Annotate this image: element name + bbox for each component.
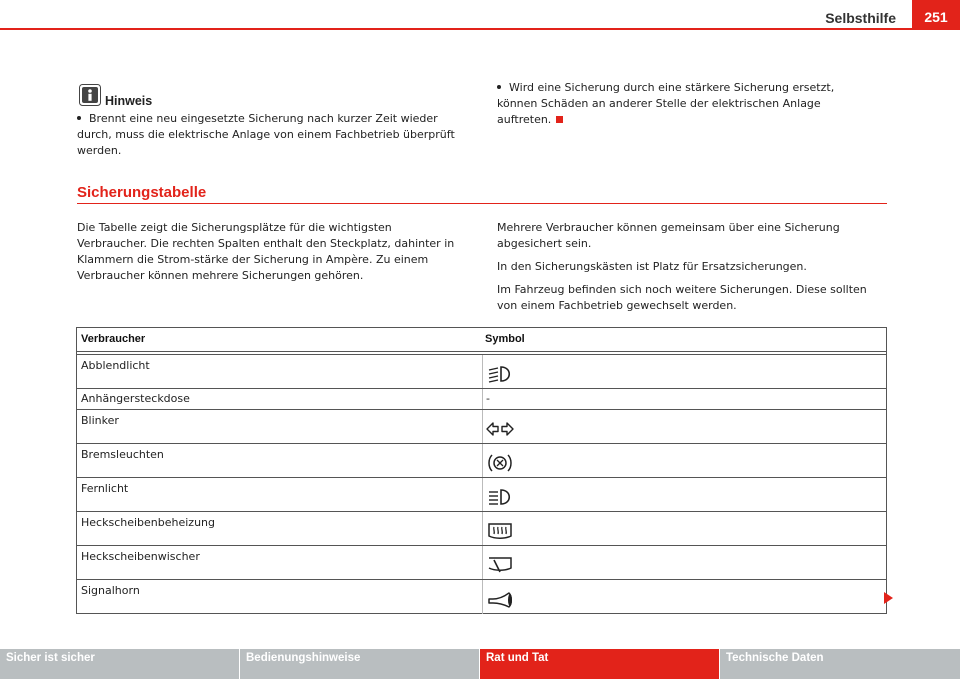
table-row (77, 477, 886, 511)
row-consumer: Bremsleuchten (81, 448, 164, 461)
table-row (77, 354, 886, 388)
brake-light-icon (485, 452, 515, 474)
hint-bullet-2-text: Wird eine Sicherung durch eine stärkere Sicherung ersetzt, können Schäden an anderer Stelle der elektrischen Anlage auftreten. (497, 81, 835, 126)
table-row (77, 409, 886, 443)
info-icon (79, 84, 101, 106)
rear-wiper-icon (485, 554, 515, 576)
intro-right-p2: In den Sicherungskästen ist Platz für Ersatzsicherungen. (497, 260, 807, 273)
col-header-symbol: Symbol (485, 333, 525, 345)
table-row (77, 579, 886, 613)
row-consumer: Heckscheibenbeheizung (81, 516, 215, 529)
section-title: Sicherungstabelle (77, 184, 207, 201)
footer-tab-sicher-ist-sicher[interactable]: Sicher ist sicher (0, 649, 239, 679)
row-consumer: Heckscheibenwischer (81, 550, 200, 563)
page-header-title: Selbsthilfe (825, 10, 896, 26)
intro-right (497, 220, 882, 321)
col-header-consumer: Verbraucher (81, 333, 146, 345)
intro-right-p1: Mehrere Verbraucher können gemeinsam über eine Sicherung abgesichert sein. (497, 221, 840, 250)
next-page-arrow-icon[interactable] (884, 592, 893, 604)
row-consumer: Abblendlicht (81, 359, 150, 372)
hint-bullet-1 (77, 111, 457, 159)
section-rule (77, 203, 887, 204)
horn-icon (485, 588, 515, 610)
fuse-table (76, 327, 887, 614)
high-beam-icon (485, 486, 515, 508)
hint-bullet-1-text: Brennt eine neu eingesetzte Sicherung nach kurzer Zeit wieder durch, muss die elektrische Anlage von einem Fachbetrieb überprüft werden. (77, 112, 455, 157)
rear-window-heating-icon (485, 520, 515, 542)
header-rule (0, 28, 912, 30)
table-header (77, 328, 886, 352)
turn-signal-icon (485, 418, 515, 440)
bullet-dot (497, 85, 501, 89)
intro-right-p3: Im Fahrzeug befinden sich noch weitere Sicherungen. Diese sollten von einem Fachbetrieb gewechselt werden. (497, 283, 867, 312)
row-consumer: Fernlicht (81, 482, 129, 495)
table-row (77, 545, 886, 579)
hint-title: Hinweis (105, 94, 153, 108)
table-row (77, 511, 886, 545)
bullet-dot (77, 116, 81, 120)
table-row (77, 443, 886, 477)
row-consumer: Blinker (81, 414, 119, 427)
row-consumer: Anhängersteckdose (81, 392, 190, 405)
row-consumer: Signalhorn (81, 584, 140, 597)
footer-nav (0, 649, 960, 679)
intro-left: Die Tabelle zeigt die Sicherungsplätze für die wichtigsten Verbraucher. Die rechten Spalten enthalt den Steckplatz, dahinter in Klammern die Strom-stärke der Sicherung in Ampère. Zu einem Verbraucher können mehrere Sicherungen gehören. (77, 221, 455, 282)
low-beam-icon (485, 363, 515, 385)
page-number: 251 (912, 0, 960, 30)
footer-tab-rat-und-tat[interactable]: Rat und Tat (480, 649, 719, 679)
table-row (77, 388, 886, 409)
end-mark (556, 116, 563, 123)
hint-bullet-2 (497, 80, 877, 128)
row-symbol: - (486, 392, 490, 405)
footer-tab-technische-daten[interactable]: Technische Daten (720, 649, 960, 679)
footer-tab-bedienungshinweise[interactable]: Bedienungshinweise (240, 649, 479, 679)
